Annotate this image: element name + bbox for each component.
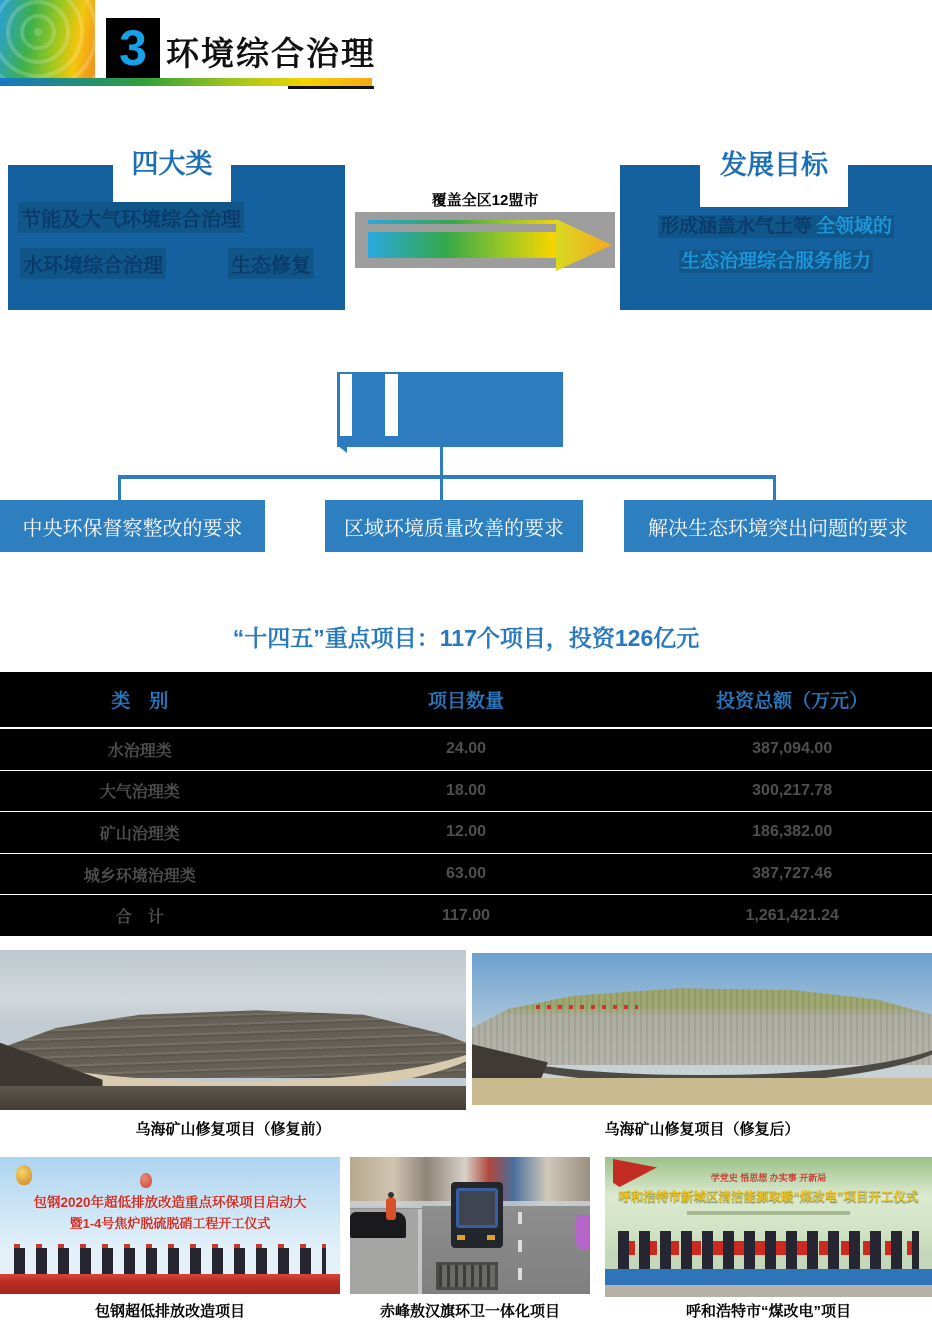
balloon-icon bbox=[140, 1173, 152, 1188]
category-item: 生态修复 bbox=[228, 248, 314, 279]
ceremony-banner-text: 暨1-4号焦炉脱硫脱硝工程开工仪式 bbox=[69, 1216, 271, 1231]
goal-line-2: 生态治理综合服务能力 bbox=[680, 251, 871, 272]
table-total-row: 合 计 117.00 1,261,421.24 bbox=[0, 894, 932, 936]
four-categories-title: 四大类 bbox=[131, 149, 213, 179]
crowd bbox=[14, 1248, 327, 1276]
photo-huhhot-ceremony bbox=[605, 1157, 932, 1297]
banner-stripe bbox=[385, 374, 398, 436]
photo-caption: 赤峰敖汉旗环卫一体化项目 bbox=[379, 1303, 560, 1320]
section-number-box bbox=[106, 18, 160, 78]
ceremony-slogan: 学党史 悟思想 办实事 开新局 bbox=[710, 1173, 827, 1183]
table-row: 城乡环境治理类 63.00 387,727.46 bbox=[0, 853, 932, 895]
balloon-icon bbox=[16, 1165, 32, 1185]
arrow-head-icon bbox=[556, 219, 612, 271]
requirement-box: 中央环保督察整改的要求 bbox=[0, 500, 265, 552]
arrow-top-line bbox=[368, 220, 556, 224]
photo-caption: 包钢超低排放改造项目 bbox=[94, 1303, 245, 1320]
scooter bbox=[576, 1215, 590, 1249]
drain-grate bbox=[436, 1262, 498, 1290]
requirement-box: 解决生态环境突出问题的要求 bbox=[624, 500, 932, 552]
projects-section-title: “十四五”重点项目：117个项目，投资126亿元 bbox=[232, 625, 700, 651]
parked-car bbox=[350, 1212, 406, 1238]
ground bbox=[605, 1285, 932, 1297]
lane-marking bbox=[518, 1212, 522, 1294]
table-row: 水治理类 24.00 387,094.00 bbox=[107, 740, 833, 760]
projects-table bbox=[0, 672, 932, 936]
foreground bbox=[472, 1078, 932, 1105]
photo-chifeng-street bbox=[350, 1157, 590, 1294]
red-stage bbox=[0, 1274, 340, 1294]
connector-line bbox=[440, 447, 443, 475]
red-flags bbox=[536, 1005, 637, 1009]
photo-baogang-ceremony bbox=[0, 1157, 340, 1294]
requirements-banner bbox=[337, 372, 563, 447]
category-item: 水环境综合治理 bbox=[20, 248, 166, 279]
table-header-row bbox=[0, 672, 932, 729]
goal-line-1-highlight: 全领域的 bbox=[816, 216, 893, 237]
coverage-arrow-graphic bbox=[355, 212, 615, 268]
divider-shadow bbox=[288, 86, 374, 89]
rainbow-logo bbox=[0, 0, 95, 80]
sanitation-vehicle bbox=[451, 1182, 503, 1248]
photo-caption: 乌海矿山修复项目（修复前） bbox=[135, 1121, 331, 1138]
category-item: 节能及大气环境综合治理 bbox=[18, 202, 244, 233]
page-title: 环境综合治理 bbox=[166, 35, 376, 72]
ceremony-banner-text: 包钢2020年超低排放改造重点环保项目启动大 bbox=[33, 1195, 307, 1210]
connector-line bbox=[440, 475, 443, 502]
photo-caption: 呼和浩特市“煤改电”项目 bbox=[685, 1303, 851, 1320]
banner-stripe bbox=[340, 374, 352, 436]
section-number: 3 bbox=[119, 20, 147, 76]
connector-line bbox=[118, 475, 121, 502]
connector-line bbox=[118, 475, 776, 479]
goal-line-1 bbox=[620, 211, 932, 238]
column-header: 项目数量 bbox=[427, 691, 504, 712]
gradient-divider bbox=[0, 78, 372, 86]
arrow-body bbox=[368, 232, 562, 258]
photo-mine-after bbox=[472, 953, 932, 1105]
development-goal-title: 发展目标 bbox=[720, 150, 828, 180]
goal-line-1-prefix: 形成涵盖水气土等 bbox=[659, 216, 812, 237]
banner-subline bbox=[687, 1211, 851, 1215]
table-row: 大气治理类 18.00 300,217.78 bbox=[0, 770, 932, 812]
foreground bbox=[0, 1086, 466, 1110]
sanitation-worker bbox=[386, 1198, 396, 1220]
table-row: 矿山治理类 12.00 186,382.00 bbox=[0, 811, 932, 853]
requirement-box: 区域环境质量改善的要求 bbox=[325, 500, 583, 552]
photo-caption: 乌海矿山修复项目（修复后） bbox=[604, 1121, 800, 1138]
crowd bbox=[618, 1231, 919, 1271]
banner-fold bbox=[337, 445, 347, 453]
ceremony-banner-title: 呼和浩特市新城区清洁能源取暖“煤改电”项目开工仪式 bbox=[618, 1190, 919, 1204]
connector-line bbox=[773, 475, 776, 502]
blue-stage bbox=[605, 1269, 932, 1285]
photo-mine-before bbox=[0, 950, 466, 1110]
column-header: 类 别 bbox=[111, 691, 169, 712]
coverage-label: 覆盖全区12盟市 bbox=[431, 192, 539, 209]
column-header: 投资总额（万元） bbox=[716, 691, 869, 712]
